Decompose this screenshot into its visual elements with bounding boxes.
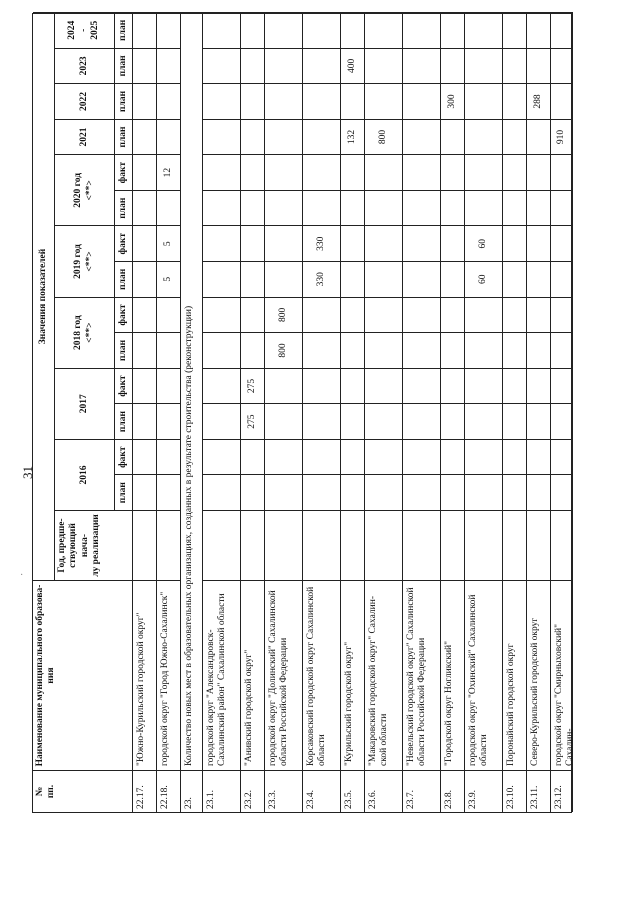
- row-value: [403, 474, 441, 510]
- row-number: 23.10.: [503, 770, 527, 812]
- row-year-prev: [203, 510, 241, 580]
- row-value: [527, 225, 551, 261]
- header-fact: факт: [115, 225, 133, 261]
- row-value: [157, 474, 181, 510]
- row-value: [341, 439, 365, 475]
- row-value: [341, 154, 365, 190]
- row-value: [133, 48, 157, 84]
- row-value: [303, 332, 341, 368]
- row-value: [503, 403, 527, 439]
- row-value: [203, 154, 241, 190]
- row-year-prev: [503, 510, 527, 580]
- row-value: [403, 332, 441, 368]
- row-value: 5: [157, 225, 181, 261]
- row-value: 275: [241, 403, 265, 439]
- row-value: [527, 403, 551, 439]
- row-number: 23.1.: [203, 770, 241, 812]
- header-plan: план: [115, 12, 133, 48]
- row-value: [303, 474, 341, 510]
- row-municipality: городской округ "Долинский" Сахалинской области Российской Федерации: [265, 580, 303, 770]
- header-values-title: Значения показателей: [33, 12, 55, 580]
- row-value: [265, 225, 303, 261]
- row-value: 60: [465, 225, 503, 261]
- header-num: № пп.: [33, 770, 133, 812]
- row-value: [157, 119, 181, 155]
- row-value: [551, 297, 573, 333]
- row-value: [303, 190, 341, 226]
- row-municipality: "Макаровский городской округ" Сахалин-ской области: [365, 580, 403, 770]
- row-value: [441, 48, 465, 84]
- row-value: [203, 474, 241, 510]
- row-value: [441, 261, 465, 297]
- row-value: [157, 332, 181, 368]
- row-value: [241, 332, 265, 368]
- row-value: [341, 190, 365, 226]
- row-value: [551, 474, 573, 510]
- row-value: [441, 225, 465, 261]
- indicator-table: [32, 13, 576, 813]
- row-value: [203, 368, 241, 404]
- row-value: [551, 154, 573, 190]
- row-value: [403, 190, 441, 226]
- row-value: [527, 474, 551, 510]
- row-value: [133, 83, 157, 119]
- row-value: [157, 48, 181, 84]
- row-year-prev: [303, 510, 341, 580]
- row-value: [265, 190, 303, 226]
- row-value: [441, 154, 465, 190]
- row-value: [441, 119, 465, 155]
- row-value: [133, 119, 157, 155]
- row-value: [265, 83, 303, 119]
- header-name: Наименование муниципального образова- ния: [33, 580, 133, 770]
- row-value: [241, 474, 265, 510]
- row-value: [265, 261, 303, 297]
- header-plan: план: [115, 48, 133, 84]
- row-value: [465, 154, 503, 190]
- row-value: [403, 83, 441, 119]
- row-value: [341, 261, 365, 297]
- row-value: [303, 119, 341, 155]
- row-municipality: городской округ "Смирныховский" Сахалин-: [551, 580, 573, 770]
- header-plan: план: [115, 83, 133, 119]
- row-value: [527, 368, 551, 404]
- row-value: [465, 119, 503, 155]
- row-value: [133, 439, 157, 475]
- row-value: [303, 403, 341, 439]
- row-value: 330: [303, 261, 341, 297]
- row-value: [365, 154, 403, 190]
- row-value: [203, 332, 241, 368]
- row-value: [503, 439, 527, 475]
- row-value: [365, 297, 403, 333]
- row-value: [133, 403, 157, 439]
- row-value: [341, 403, 365, 439]
- row-value: [241, 225, 265, 261]
- header-plan: план: [115, 190, 133, 226]
- row-value: [157, 83, 181, 119]
- row-value: 910: [551, 119, 573, 155]
- row-municipality: Корсаковский городской округ Сахалинской области: [303, 580, 341, 770]
- row-value: [203, 297, 241, 333]
- row-value: [503, 119, 527, 155]
- row-value: [341, 474, 365, 510]
- row-value: 400: [341, 48, 365, 84]
- row-value: [365, 225, 403, 261]
- row-value: [133, 297, 157, 333]
- header-plan: план: [115, 332, 133, 368]
- row-year-prev: [365, 510, 403, 580]
- row-value: [203, 225, 241, 261]
- row-year-prev: [465, 510, 503, 580]
- row-value: [241, 48, 265, 84]
- row-value: 800: [365, 119, 403, 155]
- row-value: [503, 190, 527, 226]
- row-number: 23.3.: [265, 770, 303, 812]
- row-number: 22.17.: [133, 770, 157, 812]
- row-value: [133, 12, 157, 48]
- row-value: [265, 154, 303, 190]
- row-value: [551, 261, 573, 297]
- row-value: [403, 368, 441, 404]
- row-value: [551, 225, 573, 261]
- row-value: [241, 12, 265, 48]
- row-municipality: Северо-Курильский городской округ: [527, 580, 551, 770]
- row-number: 23.: [181, 770, 203, 812]
- row-value: [341, 297, 365, 333]
- row-value: 800: [265, 297, 303, 333]
- row-value: [265, 403, 303, 439]
- row-value: [403, 439, 441, 475]
- row-year-prev: [265, 510, 303, 580]
- row-number: 22.18.: [157, 770, 181, 812]
- row-value: [133, 154, 157, 190]
- row-value: [551, 403, 573, 439]
- row-value: [503, 83, 527, 119]
- row-value: [403, 119, 441, 155]
- row-value: [157, 368, 181, 404]
- header-year: 2019 год <**>: [55, 225, 115, 296]
- row-value: 60: [465, 261, 503, 297]
- row-value: [203, 12, 241, 48]
- row-value: [441, 368, 465, 404]
- row-year-prev: [527, 510, 551, 580]
- row-value: [551, 332, 573, 368]
- row-value: [551, 12, 573, 48]
- row-value: [265, 474, 303, 510]
- row-value: [403, 403, 441, 439]
- header-year: 2023: [55, 48, 115, 84]
- row-value: [465, 12, 503, 48]
- row-value: [527, 261, 551, 297]
- row-value: 330: [303, 225, 341, 261]
- row-value: [527, 12, 551, 48]
- row-value: [465, 403, 503, 439]
- row-value: [303, 368, 341, 404]
- row-value: [365, 12, 403, 48]
- row-value: [365, 368, 403, 404]
- row-number: 23.2.: [241, 770, 265, 812]
- row-value: [441, 297, 465, 333]
- row-value: [203, 261, 241, 297]
- row-value: [465, 368, 503, 404]
- row-value: [203, 119, 241, 155]
- row-value: [365, 190, 403, 226]
- row-value: [441, 439, 465, 475]
- row-value: [441, 332, 465, 368]
- row-value: 288: [527, 83, 551, 119]
- row-value: [365, 48, 403, 84]
- row-value: [551, 48, 573, 84]
- row-municipality: городской округ "Охинский" Сахалинской области: [465, 580, 503, 770]
- row-value: [503, 297, 527, 333]
- row-value: [465, 48, 503, 84]
- row-value: [133, 261, 157, 297]
- row-value: [157, 190, 181, 226]
- header-year: 2021: [55, 119, 115, 155]
- row-value: [241, 119, 265, 155]
- row-value: [265, 48, 303, 84]
- row-value: [503, 332, 527, 368]
- row-value: [241, 83, 265, 119]
- row-year-prev: [133, 510, 157, 580]
- header-year: 2018 год <**>: [55, 297, 115, 368]
- row-value: [341, 12, 365, 48]
- header-year: 2016: [55, 439, 115, 510]
- row-value: [303, 154, 341, 190]
- row-value: [551, 368, 573, 404]
- row-value: [157, 403, 181, 439]
- header-year: 2022: [55, 83, 115, 119]
- row-value: [241, 261, 265, 297]
- row-municipality: городской округ "Александровск-Сахалинский район" Сахалинской области: [203, 580, 241, 770]
- row-value: [303, 48, 341, 84]
- row-value: [403, 12, 441, 48]
- row-value: [503, 12, 527, 48]
- row-value: [203, 190, 241, 226]
- row-value: 275: [241, 368, 265, 404]
- row-value: [157, 439, 181, 475]
- row-municipality: Поронайский городской округ: [503, 580, 527, 770]
- row-value: [441, 403, 465, 439]
- header-year: 2017: [55, 368, 115, 439]
- row-value: [241, 439, 265, 475]
- row-value: [341, 368, 365, 404]
- row-value: [133, 332, 157, 368]
- row-value: [503, 154, 527, 190]
- row-municipality: городской округ "Город Южно-Сахалинск": [157, 580, 181, 770]
- row-value: [265, 12, 303, 48]
- row-value: [303, 297, 341, 333]
- row-value: 800: [265, 332, 303, 368]
- row-value: [341, 225, 365, 261]
- header-fact: факт: [115, 154, 133, 190]
- row-value: [303, 83, 341, 119]
- row-value: [465, 439, 503, 475]
- row-year-prev: [551, 510, 573, 580]
- row-value: [133, 368, 157, 404]
- row-value: [203, 48, 241, 84]
- row-value: [503, 261, 527, 297]
- row-value: [133, 225, 157, 261]
- row-number: 23.5.: [341, 770, 365, 812]
- row-value: [441, 474, 465, 510]
- row-value: [241, 297, 265, 333]
- row-value: 132: [341, 119, 365, 155]
- row-value: [441, 190, 465, 226]
- row-value: [403, 225, 441, 261]
- row-value: [527, 297, 551, 333]
- row-value: [441, 12, 465, 48]
- row-value: [465, 83, 503, 119]
- row-value: [303, 439, 341, 475]
- header-fact: факт: [115, 297, 133, 333]
- row-value: [403, 297, 441, 333]
- row-number: 23.4.: [303, 770, 341, 812]
- scan-mark: ·: [20, 570, 24, 581]
- row-value: [503, 225, 527, 261]
- row-value: 300: [441, 83, 465, 119]
- row-value: [133, 474, 157, 510]
- row-value: [465, 474, 503, 510]
- row-value: [341, 332, 365, 368]
- row-value: [527, 332, 551, 368]
- row-value: [403, 261, 441, 297]
- row-value: [465, 332, 503, 368]
- row-value: [365, 332, 403, 368]
- row-value: [503, 474, 527, 510]
- row-value: [133, 190, 157, 226]
- row-value: [365, 261, 403, 297]
- header-fact: факт: [115, 368, 133, 404]
- row-number: 23.12.: [551, 770, 573, 812]
- row-value: [503, 48, 527, 84]
- row-value: [365, 439, 403, 475]
- row-value: [551, 83, 573, 119]
- row-value: [265, 439, 303, 475]
- row-number: 23.11.: [527, 770, 551, 812]
- row-value: [403, 154, 441, 190]
- row-value: [241, 154, 265, 190]
- header-plan: план: [115, 119, 133, 155]
- header-fact: факт: [115, 439, 133, 475]
- row-value: [365, 474, 403, 510]
- row-municipality: "Южно-Курильский городской округ": [133, 580, 157, 770]
- row-value: [303, 12, 341, 48]
- row-value: [265, 119, 303, 155]
- row-year-prev: [341, 510, 365, 580]
- row-value: [551, 190, 573, 226]
- row-value: [157, 12, 181, 48]
- header-plan: план: [115, 403, 133, 439]
- row-value: [341, 83, 365, 119]
- row-value: [465, 190, 503, 226]
- row-value: [203, 83, 241, 119]
- row-value: [203, 403, 241, 439]
- header-year-prev: Год, предше- ствующий нача- лу реализации: [55, 510, 133, 580]
- row-value: 5: [157, 261, 181, 297]
- row-year-prev: [241, 510, 265, 580]
- page-number: 31: [20, 466, 35, 479]
- row-value: [527, 439, 551, 475]
- row-value: [551, 439, 573, 475]
- row-year-prev: [157, 510, 181, 580]
- row-number: 23.6.: [365, 770, 403, 812]
- row-value: [157, 297, 181, 333]
- row-value: [365, 403, 403, 439]
- row-number: 23.9.: [465, 770, 503, 812]
- row-value: [241, 190, 265, 226]
- header-year: 2020 год <**>: [55, 154, 115, 225]
- row-value: [527, 154, 551, 190]
- header-plan: план: [115, 474, 133, 510]
- row-year-prev: [441, 510, 465, 580]
- row-value: [527, 190, 551, 226]
- row-number: 23.7.: [403, 770, 441, 812]
- row-value: [203, 439, 241, 475]
- row-value: [365, 83, 403, 119]
- header-plan: план: [115, 261, 133, 297]
- row-value: [503, 368, 527, 404]
- row-value: 12: [157, 154, 181, 190]
- section-title: Количество новых мест в образовательных организациях, созданных в результате строительства (реконструкции): [181, 12, 203, 770]
- row-year-prev: [403, 510, 441, 580]
- row-value: [527, 48, 551, 84]
- row-municipality: "Курильский городской округ": [341, 580, 365, 770]
- row-value: [527, 119, 551, 155]
- row-value: [403, 48, 441, 84]
- row-number: 23.8.: [441, 770, 465, 812]
- row-municipality: "Анивский городской округ": [241, 580, 265, 770]
- row-municipality: "Городской округ Ногликский": [441, 580, 465, 770]
- header-year: 2024 - 2025: [55, 12, 115, 48]
- row-municipality: "Невельский городской округ" Сахалинской области Российской Федерации: [403, 580, 441, 770]
- row-value: [465, 297, 503, 333]
- row-value: [265, 368, 303, 404]
